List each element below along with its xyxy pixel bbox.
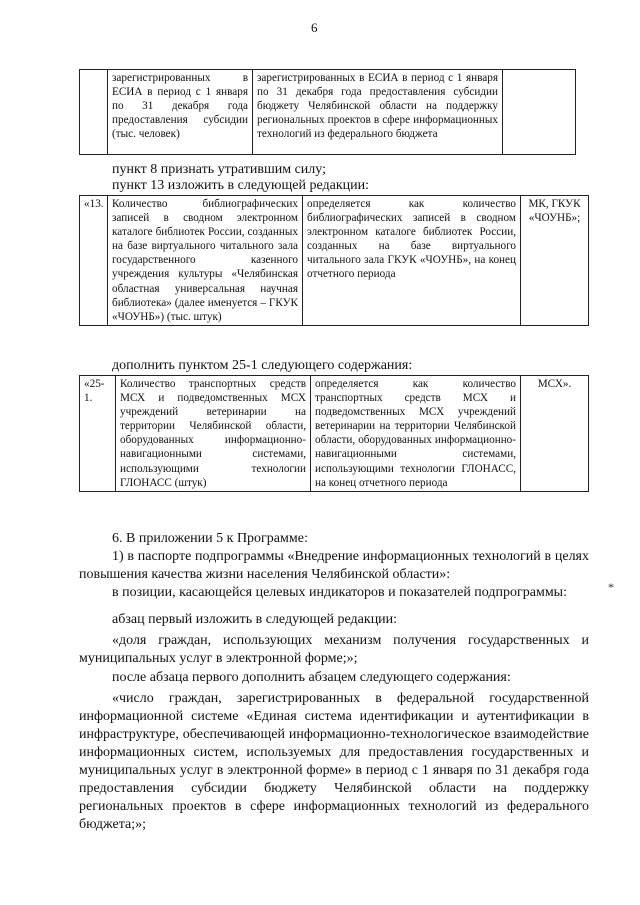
page-number: 6: [311, 20, 318, 35]
cell-number: «25-1.: [80, 376, 116, 492]
paragraph-item-13: пункт 13 изложить в следующей редакции:: [112, 178, 369, 193]
paragraph-first-abzac: абзац первый изложить в следующей редакции:: [112, 612, 398, 627]
cell-responsible: МК, ГКУК «ЧОУНБ»;: [521, 196, 589, 326]
table-row: [80, 70, 576, 155]
cell-calculation-method: зарегистрированных в ЕСИА в период с 1 января по 31 декабря года предоставления субсидии бюджету Челябинской области на поддержку региональных проектов в сфере информационных технологий из федерального бюджета: [253, 70, 503, 155]
cell-indicator-name: Количество библиографических записей в сводном электронном каталоге библиотек России, созданных на базе виртуального читального зала государственного казенного учреждения культуры «Челябинская областная универсальная научная библиотека» (далее именуется – ГКУК «ЧОУНБ») (тыс. штук): [108, 196, 303, 326]
paragraph-item-8: пункт 8 признать утратившим силу;: [112, 162, 326, 177]
paragraph-after-first: после абзаца первого дополнить абзацем следующего содержания:: [112, 670, 511, 685]
cell-responsible: [503, 70, 576, 155]
paragraph-subprogram-passport: 1) в паспорте подпрограммы «Внедрение информационных технологий в целях повышения качества жизни населения Челябинской области»:: [79, 549, 589, 582]
cell-number: «13.: [80, 196, 108, 326]
cell-indicator-name: Количество транспортных средств МСХ и подведомственных МСХ учреждений ветеринарии на территории Челябинской области, оборудованных информационно-навигационными системами, использующими технологии ГЛОНАСС (штук): [116, 376, 311, 492]
cell-indicator-name: зарегистрированных в ЕСИА в период с 1 января по 31 декабря года предоставления субсидии (тыс. человек): [108, 70, 253, 155]
table-row: [80, 376, 589, 492]
table-continuation: [79, 69, 576, 155]
table-row: [80, 196, 589, 326]
cell-calculation-method: определяется как количество библиографических записей в сводном электронном каталоге библиотек России, созданных на базе виртуального читального зала ГКУК «ЧОУНБ», на конец отчетного периода: [303, 196, 521, 326]
paragraph-indicators-position: в позиции, касающейся целевых индикаторов и показателей подпрограммы:: [112, 585, 567, 600]
table-item-13: [79, 195, 589, 326]
paragraph-item-25-1: дополнить пунктом 25-1 следующего содержания:: [112, 358, 413, 373]
margin-mark: *: [608, 580, 614, 594]
paragraph-citizens-count: «число граждан, зарегистрированных в федеральной государственной информационной системе «Единая система идентификации и аутентификации в инфраструктуре, обеспечивающей информационно-технологическое взаимодействие информационных систем, используемых для предоставления государственных и муниципальных услуг в электронной форме» в период с 1 января по 31 декабря года предоставления субсидии бюджету Челябинской области на поддержку региональных проектов в сфере информационных технологий из федерального бюджета;»;: [79, 691, 589, 832]
cell-responsible: МСХ».: [521, 376, 589, 492]
paragraph-citizens-share: «доля граждан, использующих механизм получения государственных и муниципальных услуг в электронной форме;»;: [79, 633, 589, 666]
cell-number: [80, 70, 108, 155]
paragraph-item-6: 6. В приложении 5 к Программе:: [112, 531, 308, 546]
table-item-25-1: [79, 375, 589, 492]
cell-calculation-method: определяется как количество транспортных средств МСХ и подведомственных МСХ учреждений ветеринарии на территории Челябинской области, оборудованных информационно-навигационными системами, использующими технологии ГЛОНАСС, на конец отчетного периода: [311, 376, 521, 492]
